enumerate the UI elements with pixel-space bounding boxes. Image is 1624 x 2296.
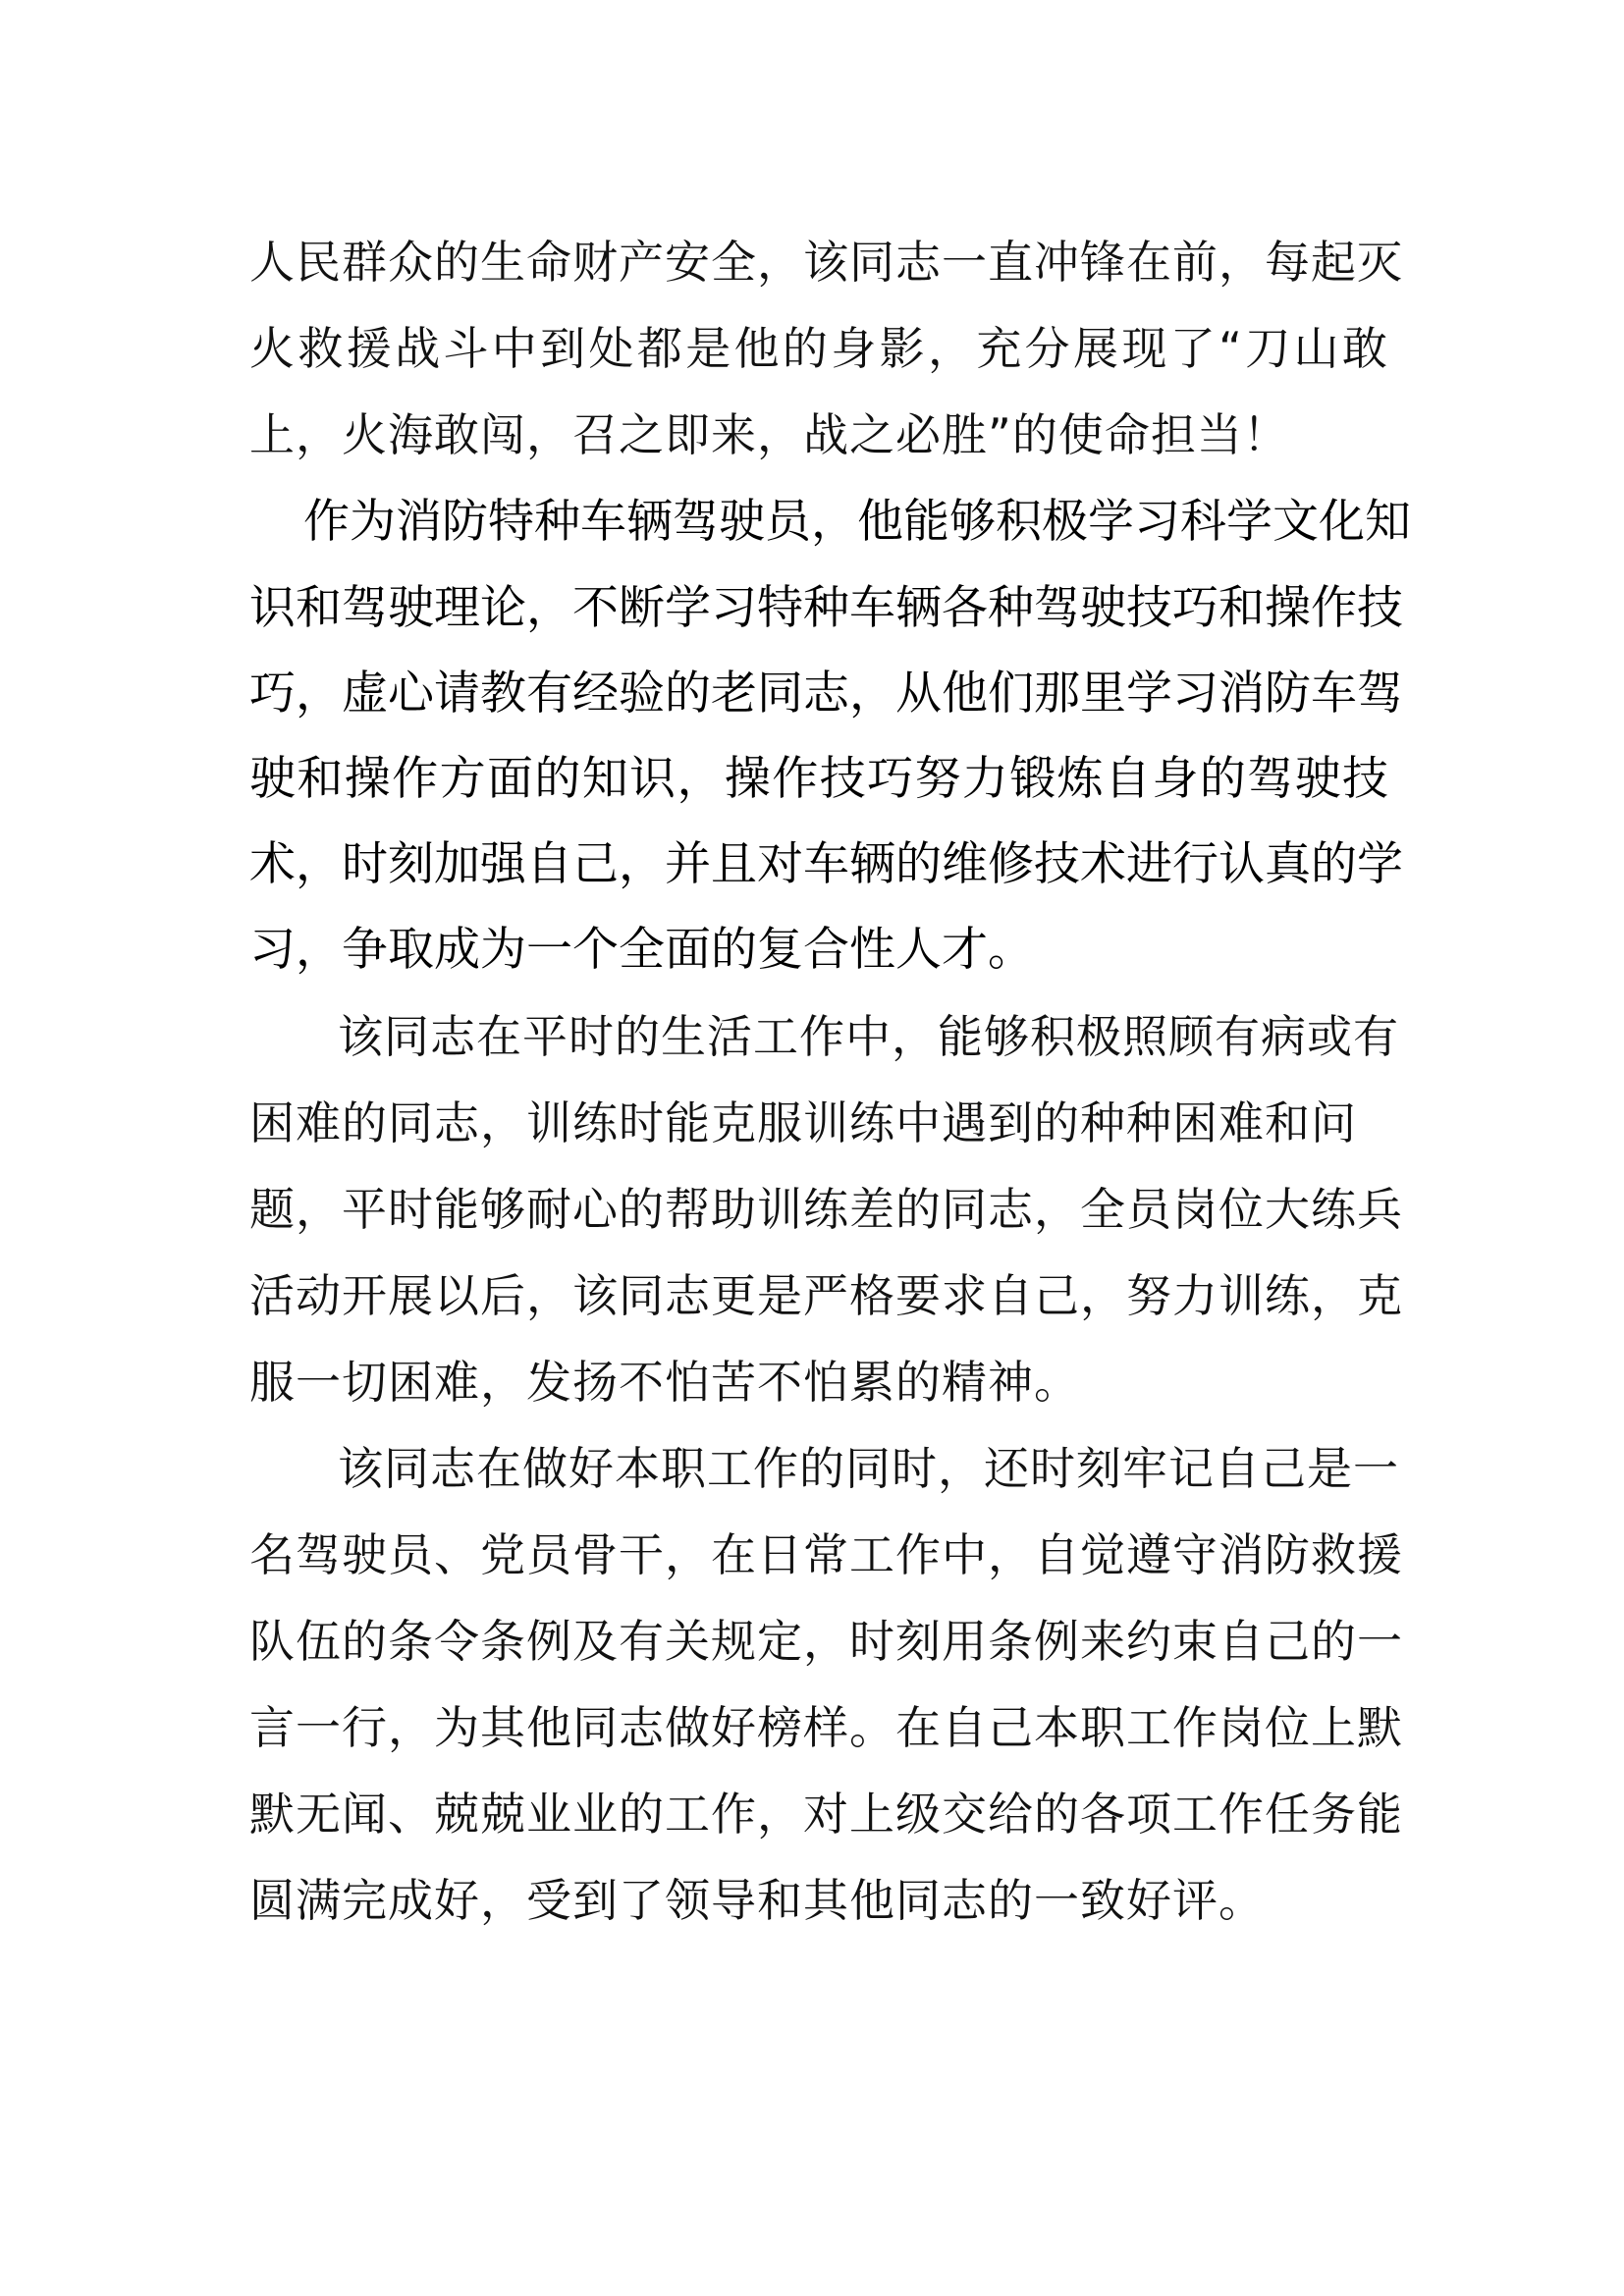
text-line: 驶和操作方面的知识，操作技巧努力锻炼自身的驾驶技 — [249, 752, 1388, 806]
text-line: 作为消防特种车辆驾驶员，他能够积极学习科学文化知 — [303, 495, 1411, 549]
text-line: 该同志在平时的生活工作中，能够积极照顾有病或有 — [338, 1010, 1399, 1063]
text-line: 上，火海敢闯，召之即来，战之必胜”的使命担当！ — [249, 408, 1289, 461]
text-line: 困难的同志，训练时能克服训练中遇到的种种困难和问 — [249, 1096, 1357, 1149]
text-line: 巧，虚心请教有经验的老同志，从他们那里学习消防车驾 — [249, 667, 1403, 721]
text-line: 言一行，为其他同志做好榜样。在自己本职工作岗位上默 — [249, 1701, 1403, 1754]
text-line: 圆满完成好，受到了领导和其他同志的一致好评。 — [249, 1874, 1265, 1927]
text-line: 默无闻、兢兢业业的工作，对上级交给的各项工作任务能 — [249, 1788, 1403, 1841]
text-line: 名驾驶员、党员骨干，在日常工作中，自觉遵守消防救援 — [249, 1528, 1403, 1581]
text-line: 火救援战斗中到处都是他的身影，充分展现了“刀山敢 — [249, 322, 1388, 375]
text-line: 活动开展以后，该同志更是严格要求自己，努力训练，克 — [249, 1269, 1403, 1322]
text-line: 人民群众的生命财产安全，该同志一直冲锋在前，每起灭 — [249, 236, 1403, 289]
text-line: 队伍的条令条例及有关规定，时刻用条例来约束自己的一 — [249, 1615, 1403, 1668]
text-line: 识和驾驶理论，不断学习特种车辆各种驾驶技巧和操作技 — [249, 581, 1403, 635]
text-line: 术，时刻加强自己，并且对车辆的维修技术进行认真的学 — [249, 837, 1403, 891]
text-line: 习，争取成为一个全面的复合性人才。 — [249, 923, 1034, 977]
text-line: 题，平时能够耐心的帮助训练差的同志，全员岗位大练兵 — [249, 1183, 1403, 1236]
text-line: 服一切困难，发扬不怕苦不怕累的精神。 — [249, 1356, 1080, 1409]
text-line: 该同志在做好本职工作的同时，还时刻牢记自己是一 — [338, 1442, 1399, 1495]
